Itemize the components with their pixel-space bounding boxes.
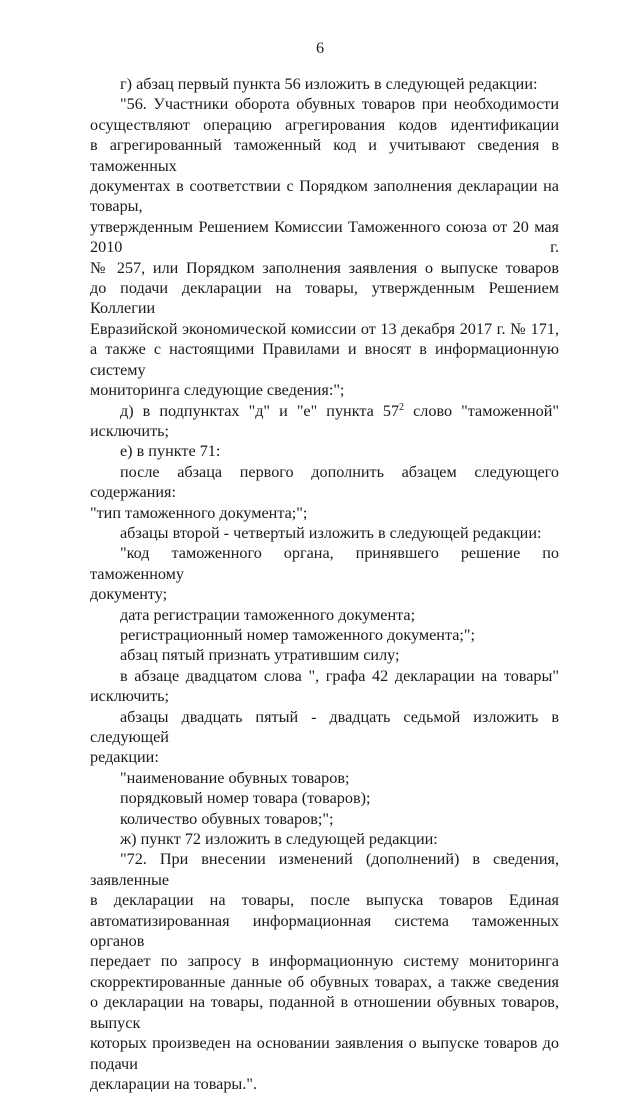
line-text: до подачи декларации на товары, утвержденным Решением Коллегии [90, 279, 559, 318]
text-line [90, 849, 559, 890]
line-text: осуществляют операцию агрегирования кодов идентификации [90, 115, 559, 134]
line-text: е) в пункте 71: [120, 442, 221, 461]
text-line [90, 788, 559, 808]
text-line [90, 1074, 559, 1094]
superscript: 2 [399, 401, 405, 413]
line-text: которых произведен на основании заявления о выпуске товаров до подачи [90, 1034, 559, 1073]
line-text: "72. При внесении изменений (дополнений) в сведения, заявленные [90, 850, 559, 889]
line-text: утвержденным Решением Комиссии Таможенного союза от 20 мая 2010 г. [90, 217, 559, 257]
text-line [90, 543, 559, 584]
text-line [90, 380, 559, 400]
line-text: количество обувных товаров;"; [120, 809, 334, 828]
line-text: ж) пункт 72 изложить в следующей редакции: [120, 830, 438, 849]
line-text: "56. Участники оборота обувных товаров при необходимости [120, 95, 559, 114]
line-text: скорректированные данные об обувных товарах, а также сведения [90, 972, 559, 991]
text-line [90, 747, 559, 767]
line-text: дата регистрации таможенного документа; [120, 605, 416, 624]
text-line [90, 462, 559, 503]
line-text: "наименование обувных товаров; [120, 768, 350, 787]
text-line [90, 666, 559, 686]
line-text: "тип таможенного документа;"; [90, 503, 308, 522]
text-line [90, 523, 559, 543]
text-line [90, 890, 559, 910]
text-line [90, 972, 559, 992]
text-line [90, 951, 559, 971]
text-line [90, 503, 559, 523]
line-text: г) абзац первый пункта 56 изложить в следующей редакции: [120, 75, 538, 93]
text-line [90, 1033, 559, 1074]
text-line [90, 135, 559, 176]
line-text: документах в соответствии с Порядком заполнения декларации на товары, [90, 177, 559, 216]
text-line [90, 441, 559, 461]
text-line [90, 115, 559, 135]
text-line [90, 584, 559, 604]
line-text: абзац пятый признать утратившим силу; [120, 646, 400, 665]
line-text: Евразийской экономической комиссии от 13 декабря 2017 г. № 171, [90, 319, 559, 338]
text-line [90, 278, 559, 319]
line-text: в агрегированный таможенный код и учитывают сведения в таможенных [90, 136, 559, 175]
line-text: мониторинга следующие сведения:"; [90, 381, 345, 400]
text-line [90, 768, 559, 788]
line-text: декларации на товары.". [90, 1074, 257, 1093]
line-text: № 257, или Порядком заполнения заявления о выпуске товаров [90, 258, 559, 277]
page-number: 6 [315, 39, 325, 57]
text-line [90, 319, 559, 339]
line-text: порядковый номер товара (товаров); [120, 789, 371, 808]
text-line [90, 809, 559, 829]
line-text: д) в подпунктах "д" и "е" пункта 57 [120, 401, 400, 420]
text-line [90, 829, 559, 849]
line-text: в декларации на товары, после выпуска товаров Единая [90, 891, 559, 910]
text-line [90, 176, 559, 217]
text-line [90, 401, 559, 442]
line-text: редакции: [90, 748, 159, 767]
text-line [90, 258, 559, 278]
text-line [90, 74, 559, 94]
text-line [90, 625, 559, 645]
line-text-tail: слово "таможенной" исключить; [90, 401, 559, 440]
text-line [90, 605, 559, 625]
line-text: абзацы второй - четвертый изложить в следующей редакции: [120, 523, 542, 542]
line-text: исключить; [90, 687, 170, 706]
text-line [90, 911, 559, 952]
line-text: "код таможенного органа, принявшего решение по таможенному [90, 544, 559, 583]
line-text: в абзаце двадцатом слова ", графа 42 декларации на товары" [120, 666, 559, 685]
text-line [90, 707, 559, 748]
line-text: передает по запросу в информационную систему мониторинга [90, 952, 559, 971]
text-line [90, 94, 559, 114]
text-line [90, 686, 559, 706]
line-text: автоматизированная информационная система таможенных органов [90, 911, 559, 951]
line-text: регистрационный номер таможенного документа;"; [120, 625, 476, 644]
line-text: после абзаца первого дополнить абзацем следующего содержания: [90, 462, 559, 502]
line-text: документу; [90, 585, 168, 604]
line-text: о декларации на товары, поданной в отношении обувных товаров, выпуск [90, 993, 559, 1032]
document-body [90, 74, 559, 1094]
text-line [90, 339, 559, 380]
text-line [90, 645, 559, 665]
text-line [90, 217, 559, 258]
line-text: абзацы двадцать пятый - двадцать седьмой изложить в следующей [90, 707, 559, 746]
text-line [90, 992, 559, 1033]
line-text: а также с настоящими Правилами и вносят в информационную систему [90, 340, 559, 379]
